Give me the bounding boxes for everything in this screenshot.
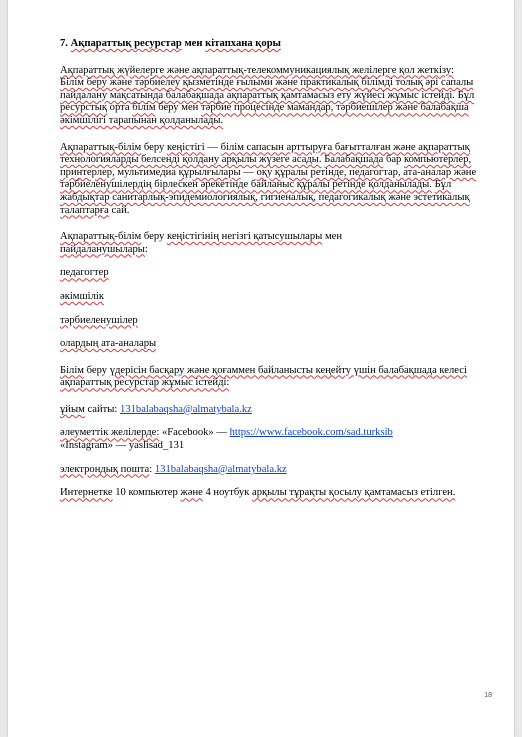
- email-link[interactable]: 131balabaqsha@almatybala.kz: [154, 463, 287, 475]
- social-label: әлеуметтік желілерде:: [60, 427, 160, 439]
- text-run: мультимедиа: [117, 166, 176, 178]
- page-number: 18: [484, 692, 492, 699]
- paragraph-internet: [60, 487, 480, 500]
- facebook-label: «Facebook» —: [161, 427, 227, 439]
- page-content: [60, 38, 480, 500]
- facebook-link[interactable]: https://www.facebook.com/sad.turksib: [229, 427, 393, 439]
- paragraph-access: [60, 65, 480, 128]
- paragraph-environment: [60, 142, 480, 218]
- paragraph-participants: [60, 231, 480, 256]
- text-run: үдерісін басқару және қоғаммен байланысты кеңейту үшін балабақшада келесі ақпараттық ресурстар жұмыс істейді:: [60, 364, 467, 389]
- text-run: беру: [143, 231, 165, 243]
- heading-part: кітапхана қоры: [205, 38, 281, 49]
- heading-part: Ақпараттық ресурстар: [70, 38, 182, 49]
- email-line: [60, 464, 480, 477]
- text-run: және: [180, 487, 203, 499]
- text-run: беру мен: [158, 102, 199, 114]
- email-label: электрондық пошта: [60, 463, 150, 475]
- text-run: орта: [109, 102, 130, 114]
- text-run: :: [144, 243, 148, 255]
- text-run: Бұл ресурстық: [60, 89, 475, 114]
- text-run: мен: [324, 231, 343, 243]
- section-heading: [60, 38, 480, 51]
- text-run: бар: [385, 154, 402, 166]
- text-run: Интернетке: [60, 487, 113, 499]
- text-run: арқылы тұрақты қосылу қамтамасыз етілген.: [252, 487, 456, 499]
- list-item: тәрбиеленушілер: [60, 314, 138, 326]
- text-run: пайдаланушылары: [60, 243, 145, 255]
- social-line: [60, 427, 480, 452]
- site-link[interactable]: 131balabaqsha@almatybala.kz: [120, 403, 252, 415]
- site-label: сайты:: [87, 403, 118, 415]
- document-page: [8, 0, 514, 737]
- text-run: беру: [143, 141, 165, 153]
- paragraph-resources: [60, 365, 480, 390]
- text-run: 4 ноутбук: [205, 487, 250, 499]
- text-run: беру: [86, 364, 108, 376]
- list-item: олардың ата-аналары: [60, 338, 157, 350]
- list-item: педагогтер: [60, 267, 109, 279]
- site-line: [60, 404, 480, 417]
- text-run: Ақпараттық-білім: [60, 141, 142, 153]
- text-run: сай.: [111, 204, 130, 216]
- heading-number: 7.: [60, 38, 68, 49]
- instagram-label: «Instagram» — yaslisad_131: [60, 440, 185, 452]
- site-label: ұйым: [60, 403, 85, 415]
- text-run: —: [207, 141, 218, 153]
- text-run: Ақпараттық-білім: [60, 231, 142, 243]
- text-run: 10 компьютер: [115, 487, 178, 499]
- text-run: Балабақшада: [324, 154, 384, 166]
- text-run: Білім беру және тәрбиелеу қызметінде ғылыми және практикалық білімді толық әрі сапалы пайдалану мақсатында балабақшада ақпараттық қамтамасыз ету жүйесі жұмыс істейді.: [60, 77, 474, 101]
- text-run: білім сапасын арттыруға бағытталған және ақпараттық технологияларды белсенді қолдану арқылы жүзеге асады.: [60, 141, 470, 166]
- email-colon: :: [149, 463, 153, 475]
- text-run: Бұл жабдықтар санитарлық-эпидемиологиялық, гигиеналық, педагогикалық және эстетикалық талаптарға: [60, 179, 470, 216]
- text-run: оқу құралы ретінде, педагогтар, ата-аналар және тәрбиеленушілердің бірлескен әрекетінде байланыс құралы ретінде қолданылады.: [60, 166, 477, 191]
- list-item: әкімшілік: [60, 290, 104, 302]
- text-run: компьютерлер, принтерлер,: [60, 154, 472, 178]
- text-run: құрылғылары: [178, 166, 241, 178]
- text-run: тәрбие процесінде мамандар, тәрбиешілер және балабақша әкімшілігі тарапынан қолданылады.: [60, 102, 469, 126]
- heading-part: мен: [184, 38, 203, 49]
- text-run: білім: [132, 102, 156, 114]
- text-run: —: [243, 166, 254, 178]
- text-run: Ақпараттық жүйелерге және ақпараттық-телекоммуникациялық желілерге қол жеткізу:: [60, 64, 454, 76]
- text-run: кеңістігі: [166, 141, 205, 153]
- text-run: Білім: [60, 364, 84, 376]
- text-run: кеңістігінің негізгі қатысушылары: [166, 231, 323, 243]
